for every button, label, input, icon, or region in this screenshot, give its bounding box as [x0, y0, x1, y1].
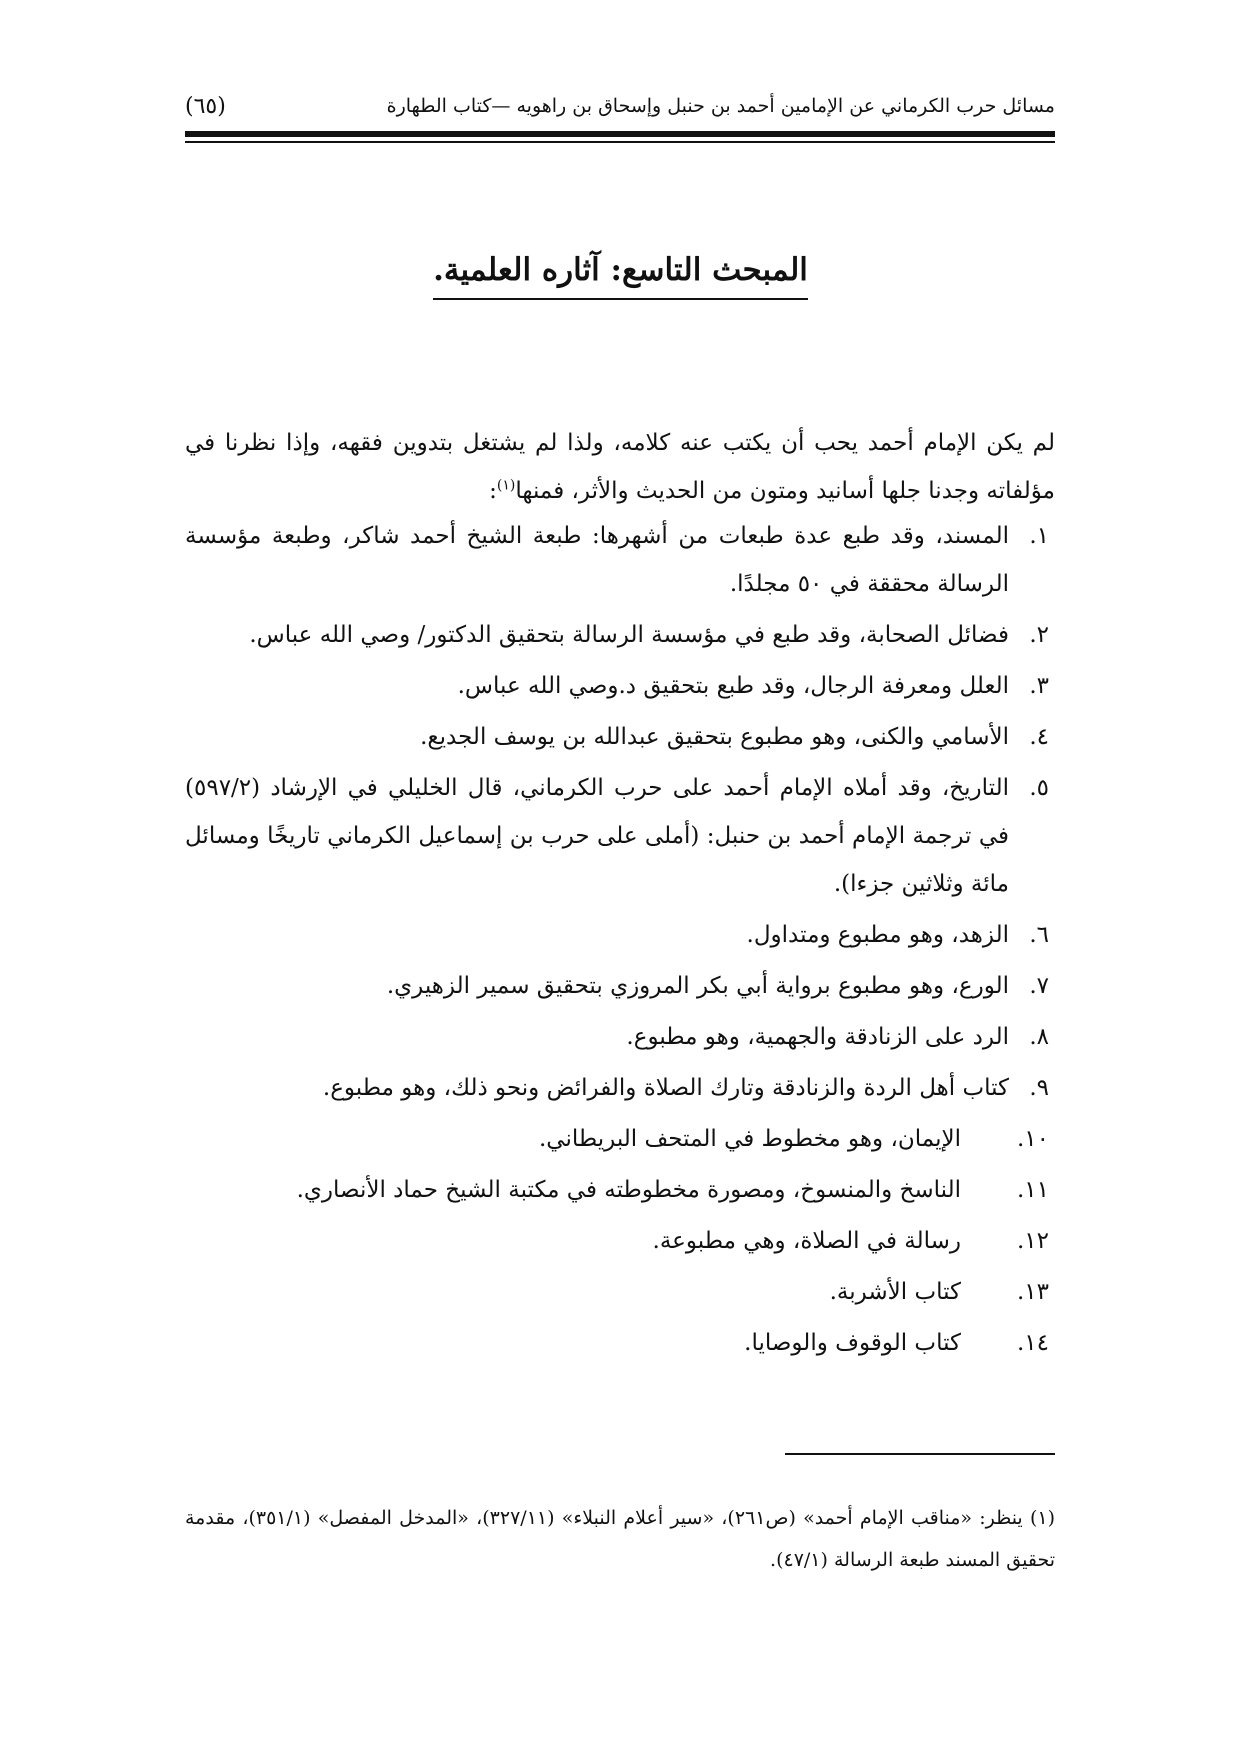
list-item-text: المسند، وقد طبع عدة طبعات من أشهرها: طبعة الشيخ أحمد شاكر، وطبعة مؤسسة الرسالة محققة في ٥٠ مجلدًا.: [185, 523, 1009, 597]
list-item: [185, 1064, 1055, 1112]
list-item: [185, 611, 1055, 659]
list-item-number: ١٢.: [1016, 1228, 1049, 1254]
list-item-text: كتاب أهل الردة والزنادقة وتارك الصلاة والفرائض ونحو ذلك، وهو مطبوع.: [322, 1075, 1009, 1101]
list-item-text: فضائل الصحابة، وقد طبع في مؤسسة الرسالة بتحقيق الدكتور/ وصي الله عباس.: [249, 622, 1009, 648]
list-item: [185, 764, 1055, 908]
section-heading: [0, 252, 1241, 288]
list-item: [185, 1217, 1055, 1265]
footnote-text: (١) ينظر: «مناقب الإمام أحمد» (ص٢٦١)، «سير أعلام النبلاء» (٣٢٧/١١)، «المدخل المفصل» (٣٥١/١)، مقدمة تحقيق المسند طبعة الرسالة (٤٧/١).: [185, 1507, 1055, 1571]
list-item-number: ١٠.: [1016, 1126, 1049, 1152]
list-item: [185, 911, 1055, 959]
list-item-number: ١٤.: [1016, 1330, 1049, 1356]
list-item-text: الإيمان، وهو مخطوط في المتحف البريطاني.: [538, 1126, 961, 1152]
list-item-text: العلل ومعرفة الرجال، وقد طبع بتحقيق د.وصي الله عباس.: [457, 673, 1009, 699]
intro-paragraph: [185, 419, 1055, 515]
footnote-reference[interactable]: (١): [496, 477, 516, 494]
list-item-number: ٢.: [1029, 622, 1049, 648]
running-header-title: مسائل حرب الكرماني عن الإمامين أحمد بن حنبل وإسحاق بن راهويه —كتاب الطهارة: [386, 95, 1055, 117]
works-list: [185, 512, 1055, 1370]
list-item-number: ٩.: [1029, 1075, 1049, 1101]
list-item-number: ١.: [1029, 523, 1049, 549]
list-item-number: ١١.: [1016, 1177, 1049, 1203]
list-item-text: الزهد، وهو مطبوع ومتداول.: [746, 922, 1009, 948]
list-item: [185, 662, 1055, 710]
list-item-number: ١٣.: [1016, 1279, 1049, 1305]
list-item-text: الرد على الزنادقة والجهمية، وهو مطبوع.: [626, 1024, 1009, 1050]
header-rule-thin: [185, 141, 1055, 143]
list-item: [185, 1268, 1055, 1316]
list-item-number: ٨.: [1029, 1024, 1049, 1050]
list-item-number: ٥.: [1029, 775, 1049, 801]
list-item-text: الناسخ والمنسوخ، ومصورة مخطوطته في مكتبة الشيخ حماد الأنصاري.: [296, 1177, 961, 1203]
intro-text: لم يكن الإمام أحمد يحب أن يكتب عنه كلامه، ولذا لم يشتغل بتدوين فقهه، وإذا نظرنا في مؤلفاته وجدنا جلها أسانيد ومتون من الحديث والأثر، فمنها: [185, 430, 1055, 504]
list-item-number: ٧.: [1029, 973, 1049, 999]
list-item-text: التاريخ، وقد أملاه الإمام أحمد على حرب الكرماني، قال الخليلي في الإرشاد (٥٩٧/٢) في ترجمة الإمام أحمد بن حنبل: (أملى على حرب بن إسماعيل الكرماني تاريخًا ومسائل مائة وثلاثين جزءا).: [185, 775, 1009, 897]
list-item-number: ٤.: [1029, 724, 1049, 750]
list-item-text: كتاب الوقوف والوصايا.: [744, 1330, 961, 1356]
page-number: (٦٥): [185, 93, 226, 119]
list-item-text: الأسامي والكنى، وهو مطبوع بتحقيق عبدالله بن يوسف الجديع.: [420, 724, 1009, 750]
list-item: [185, 512, 1055, 608]
header-rule-thick: [185, 131, 1055, 137]
footnote-separator: [785, 1453, 1055, 1455]
list-item-text: الورع، وهو مطبوع برواية أبي بكر المروزي بتحقيق سمير الزهيري.: [386, 973, 1009, 999]
list-item-number: ٦.: [1029, 922, 1049, 948]
list-item: [185, 713, 1055, 761]
list-item-number: ٣.: [1029, 673, 1049, 699]
list-item: [185, 1115, 1055, 1163]
intro-tail: :: [489, 478, 497, 504]
footnote: [185, 1497, 1055, 1581]
section-heading-text: المبحث التاسع: آثاره العلمية.: [433, 252, 808, 300]
list-item: [185, 962, 1055, 1010]
list-item: [185, 1319, 1055, 1367]
running-header: [185, 86, 1055, 126]
list-item: [185, 1013, 1055, 1061]
list-item-text: كتاب الأشربة.: [829, 1279, 961, 1305]
list-item-text: رسالة في الصلاة، وهي مطبوعة.: [652, 1228, 961, 1254]
list-item: [185, 1166, 1055, 1214]
